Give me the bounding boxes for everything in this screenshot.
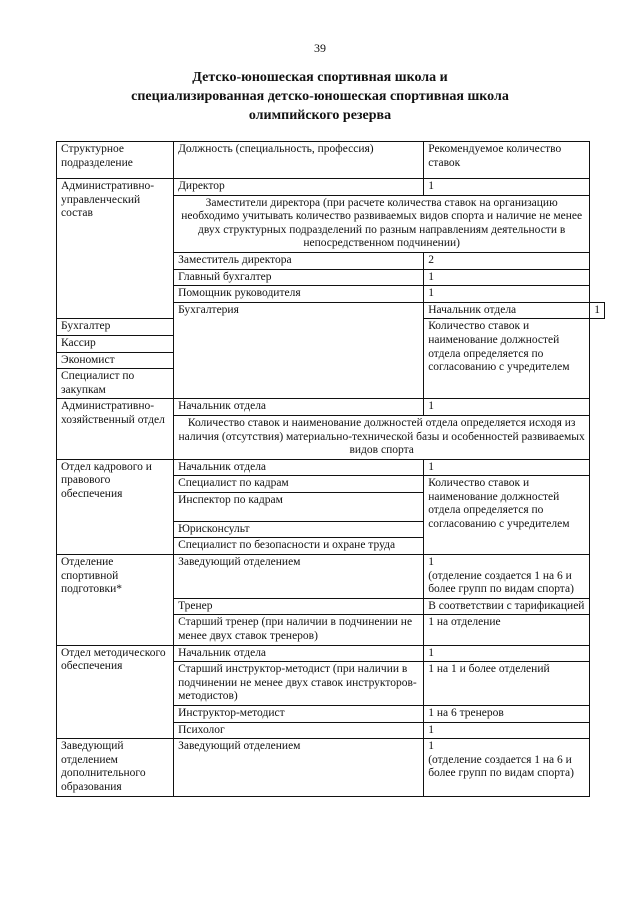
unit-method: Отдел методического обеспечения [57, 645, 174, 739]
table-row [57, 399, 605, 416]
position-hr-specialist: Специалист по кадрам [174, 476, 424, 493]
count-sport-head [424, 555, 590, 599]
position-lawyer: Юрисконсульт [174, 521, 424, 538]
count-addedu-head [424, 739, 590, 796]
table-row [57, 459, 605, 476]
position-economist: Экономист [57, 352, 174, 369]
position-hr-inspector: Инспектор по кадрам [174, 492, 424, 521]
position-cashier: Кассир [57, 335, 174, 352]
count-accounting-note: Количество ставок и наименование должностей отдела определяется по согласованию с учредителем [424, 319, 590, 399]
position-procurement: Специалист по закупкам [57, 369, 174, 399]
position-assistant: Помощник руководителя [174, 286, 424, 303]
unit-ahd: Административно-хозяйственный отдел [57, 399, 174, 459]
position-accountant: Бухгалтер [57, 319, 174, 336]
title-line-3: олимпийского резерва [248, 108, 392, 123]
count-sport-head-value: 1 [428, 556, 434, 569]
count-instructor: 1 на 6 тренеров [424, 706, 590, 723]
position-coach: Тренер [174, 598, 424, 615]
header-count: Рекомендуемое количество ставок [424, 142, 590, 179]
table-row [57, 739, 605, 796]
count-director: 1 [424, 179, 590, 196]
position-accounting-head: Начальник отдела [424, 302, 590, 319]
page-number: 39 [314, 41, 326, 55]
ahd-note: Количество ставок и наименование должностей отдела определяется исходя из наличия (отсутствия) материально-технической базы и особенностей развиваемых видов спорта [174, 415, 590, 459]
count-addedu-head-note: (отделение создается 1 на 6 и более групп по видам спорта) [428, 753, 574, 780]
count-hr-head: 1 [424, 459, 590, 476]
table-row [57, 179, 605, 196]
unit-admin: Административно-управленческий состав [57, 179, 174, 319]
unit-addedu: Заведующий отделением дополнительного образования [57, 739, 174, 796]
count-sport-head-note: (отделение создается 1 на 6 и более групп по видам спорта) [428, 569, 574, 596]
unit-hr: Отдел кадрового и правового обеспечения [57, 459, 174, 554]
count-psychologist: 1 [424, 722, 590, 739]
position-method-head: Начальник отдела [174, 645, 424, 662]
position-deputy: Заместитель директора [174, 252, 424, 269]
title-line-1: Детско-юношеская спортивная школа и [192, 70, 448, 85]
count-hr-note: Количество ставок и наименование должностей отдела определяется по согласованию с учредителем [424, 476, 590, 555]
table-header-row [57, 142, 605, 179]
count-addedu-head-value: 1 [428, 740, 434, 753]
count-senior-coach: 1 на отделение [424, 615, 590, 645]
table-row [57, 555, 605, 599]
count-ahd-head: 1 [424, 399, 590, 416]
position-instructor: Инструктор-методист [174, 706, 424, 723]
document-title [100, 68, 540, 125]
position-ahd-head: Начальник отдела [174, 399, 424, 416]
position-hr-head: Начальник отдела [174, 459, 424, 476]
count-chief-accountant: 1 [424, 269, 590, 286]
count-method-head: 1 [424, 645, 590, 662]
count-deputy: 2 [424, 252, 590, 269]
header-unit: Структурное подразделение [57, 142, 174, 179]
position-deputies-note: Заместители директора (при расчете количества ставок на организацию необходимо учитывать количество развиваемых видов спорта и наличие не менее двух структурных подразделений по разным направлениям деятельности в непосредственном подчинении) [174, 195, 590, 252]
title-line-2: специализированная детско-юношеская спортивная школа [131, 89, 509, 104]
position-chief-accountant: Главный бухгалтер [174, 269, 424, 286]
count-accounting-head: 1 [590, 302, 605, 319]
staffing-table [56, 141, 605, 797]
count-coach: В соответствии с тарификацией [424, 598, 590, 615]
position-addedu-head: Заведующий отделением [174, 739, 424, 796]
count-assistant: 1 [424, 286, 590, 303]
position-senior-instructor: Старший инструктор-методист (при наличии в подчинении не менее двух ставок инструкторов-методистов) [174, 662, 424, 706]
position-sport-head: Заведующий отделением [174, 555, 424, 599]
unit-accounting: Бухгалтерия [174, 302, 424, 399]
position-director: Директор [174, 179, 424, 196]
position-senior-coach: Старший тренер (при наличии в подчинении не менее двух ставок тренеров) [174, 615, 424, 645]
position-safety: Специалист по безопасности и охране труда [174, 538, 424, 555]
header-position: Должность (специальность, профессия) [174, 142, 424, 179]
position-psychologist: Психолог [174, 722, 424, 739]
table-row [57, 645, 605, 662]
count-senior-instructor: 1 на 1 и более отделений [424, 662, 590, 706]
unit-sport: Отделение спортивной подготовки* [57, 555, 174, 646]
